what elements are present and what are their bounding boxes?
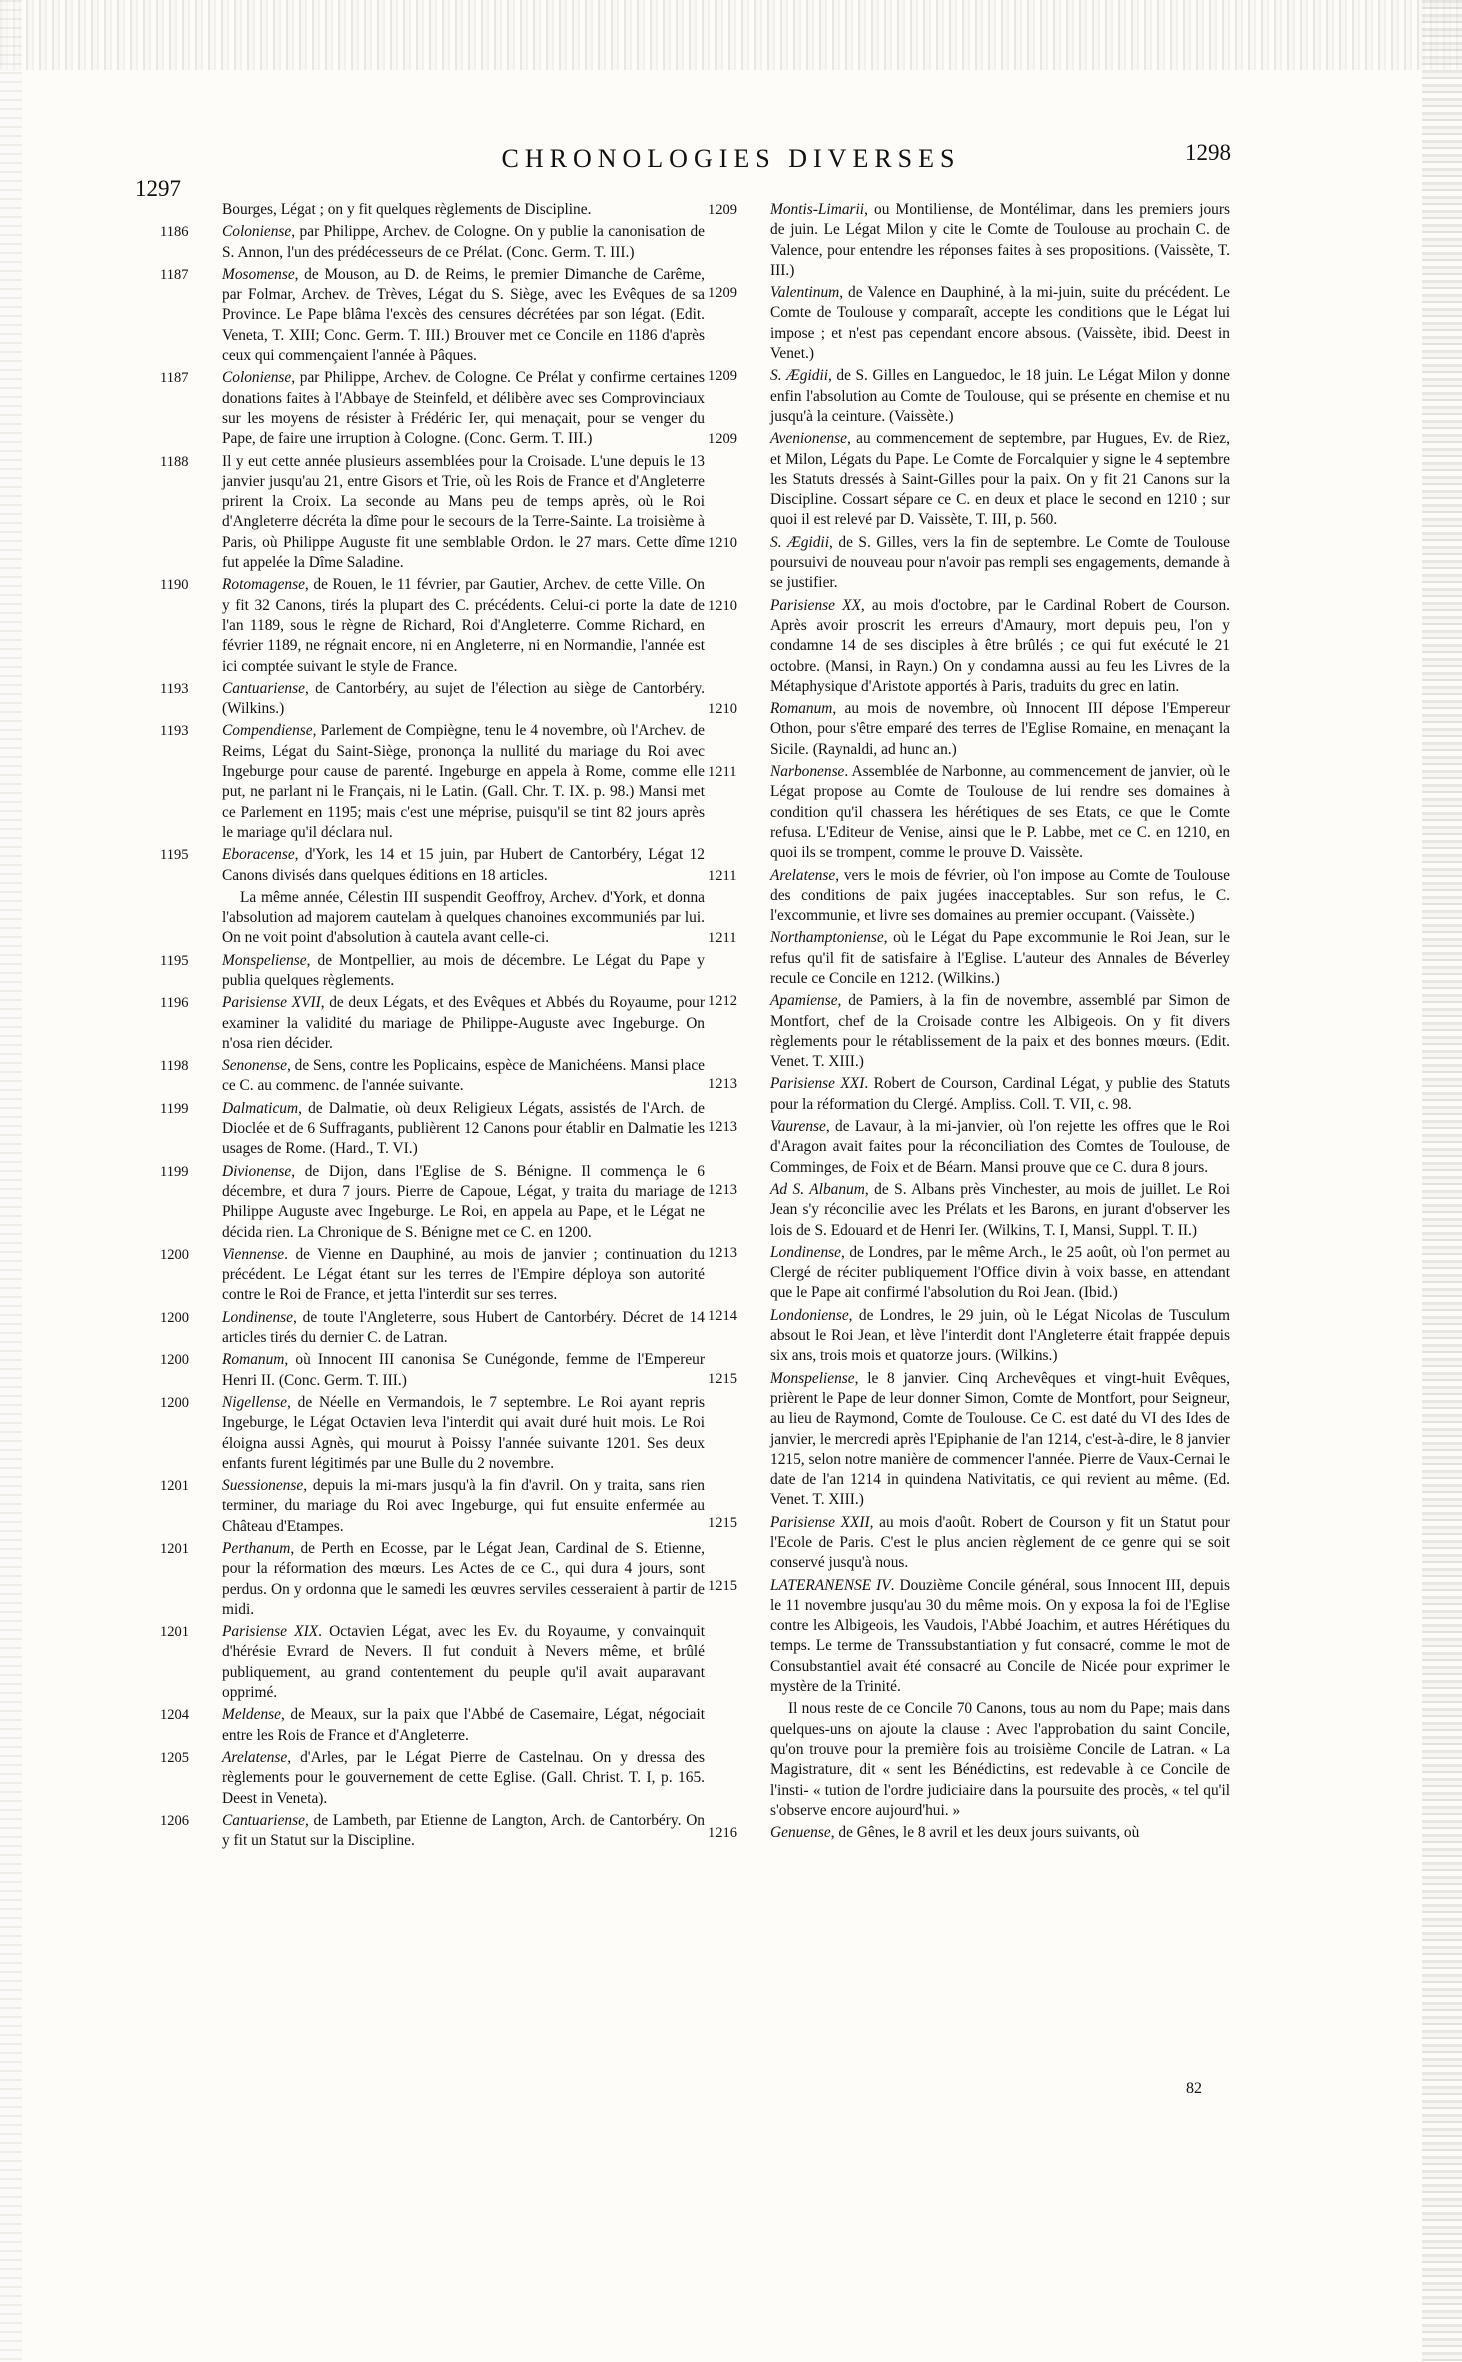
council-entry [160, 845, 705, 886]
entry-text: . Robert de Courson, Cardinal Légat, y publie des Statuts pour la réformation du Clergé. Ampliss. Coll. T. VII, c. 98. [770, 1075, 1230, 1113]
right-column [708, 200, 1230, 1845]
entry-year: 1200 [160, 1246, 189, 1263]
entry-text: . de Vienne en Dauphiné, au mois de janvier ; continuation du précédent. Le Légat étant sur les terres de l'Empire déploya son autorité contre le Roi de France, et jetta l'interdit sur ses terres. [222, 1245, 705, 1304]
entry-council-name: Compendiense [222, 722, 313, 740]
entry-year: 1213 [708, 1076, 737, 1093]
entry-year: 1213 [708, 1244, 737, 1261]
council-entry [708, 366, 1230, 427]
entry-year: 1199 [160, 1100, 189, 1117]
entry-council-name: Londoniense [770, 1306, 849, 1324]
entry-text: , de Sens, contre les Poplicains, espèce de Manichéens. Mansi place ce C. au commenc. de l'année suivante. [222, 1057, 705, 1095]
entry-text: , de Dijon, dans l'Eglise de S. Bénigne. Il commença le 6 décembre, et dura 7 jours. Pierre de Capoue, Légat, y traita du mariage de Philippe Auguste avec Ingeburge. Le Roi, en appela au Pape, et le Légat ne décida rien. La Chronique de S. Bénigne met ce C. en 1200. [222, 1162, 705, 1241]
council-entry [160, 1056, 705, 1097]
entry-year: 1188 [160, 453, 189, 470]
entry-council-name: Rotomagense [222, 576, 305, 594]
entry-text: , de Londres, le 29 juin, où le Légat Nicolas de Tusculum absout le Roi Jean, et lève l'interdit dont l'Angleterre était frappée depuis six ans, trois mois et quatorze jours. (Wilkins.) [770, 1306, 1230, 1365]
scan-noise-top [0, 0, 1462, 70]
entry-council-name: Monspeliense [770, 1369, 855, 1387]
entry-year: 1187 [160, 266, 189, 283]
entry-council-name: Vaurense [770, 1118, 826, 1136]
entry-council-name: Londinense [770, 1243, 841, 1261]
entry-text: Il y eut cette année plusieurs assemblées pour la Croisade. L'une depuis le 13 janvier jusqu'au 21, entre Gisors et Trie, où les Rois de France et d'Angleterre prirent la Croix. La seconde au Mans peu de temps après, où le Roi d'Angleterre décréta la dîme pour le secours de la Terre-Sainte. La troisième à Paris, où Philippe Auguste fit une semblable Ordon. le 27 mars. Cette dîme fut appelée la Dîme Saladine. [222, 452, 705, 572]
entry-council-name: Apamiense [770, 992, 838, 1010]
entry-council-name: Arelatense [770, 866, 836, 884]
entry-council-name: Ad S. Albanum [770, 1180, 865, 1198]
council-entry [160, 452, 705, 574]
right-entries-group [708, 200, 1230, 1697]
entry-council-name: Dalmaticum [222, 1099, 299, 1117]
page-header [0, 140, 1462, 200]
entry-text: , de Valence en Dauphiné, à la mi-juin, suite du précédent. Le Comte de Toulouse y comparaît, accepte les conditions que le Légat lui impose ; et n'est pas cependant encore absous. (Vaissète, ibid. Deest in Venet.) [770, 284, 1230, 363]
council-entry [708, 429, 1230, 530]
entry-year: 1210 [708, 534, 737, 551]
council-entry [160, 993, 705, 1054]
council-entry [708, 1823, 1230, 1843]
entry-text: , de Cantorbéry, au sujet de l'élection au siège de Cantorbéry. (Wilkins.) [222, 679, 705, 718]
entry-text: , depuis la mi-mars jusqu'à la fin d'avril. On y traita, sans rien terminer, du mariage du Roi avec Ingeburge, qui fut ensuite enfermée au Château d'Etampes. [222, 1477, 705, 1535]
entry-text: , de S. Gilles, vers la fin de septembre. Le Comte de Toulouse poursuivi de nouveau pour n'avoir pas rempli ses engagements, demande à se justifier. [770, 533, 1230, 592]
council-entry [160, 265, 705, 366]
entry-year: 1214 [708, 1307, 737, 1324]
entry-council-name: S. Ægidii [770, 367, 829, 385]
entry-text: , par Philippe, Archev. de Cologne. On y publie la canonisation de S. Annon, l'un des prédécesseurs de ce Prélat. (Conc. Germ. T. III.) [222, 223, 705, 261]
entry-year: 1211 [708, 867, 737, 884]
entry-text: , de Lavaur, à la mi-janvier, où l'on rejette les offres que le Roi d'Aragon avait faites pour la réconciliation des Comtes de Toulouse, de Comminges, de Foix et de Béarn. Mansi prouve que ce C. dura 8 jours. [770, 1118, 1230, 1176]
entry-text: , vers le mois de février, où l'on impose au Comte de Toulouse des conditions de paix jugées inacceptables. Sur son refus, le C. l'excommunie, et livre ses domaines au premier occupant. (Vaissète.) [770, 866, 1230, 925]
council-entry [160, 1308, 705, 1349]
entry-council-name: Coloniense [222, 369, 292, 387]
entry-year: 1213 [708, 1181, 737, 1198]
page-number-left: 1297 [135, 176, 181, 201]
entry-year: 1215 [708, 1577, 737, 1594]
entry-council-name: Nigellense [222, 1393, 287, 1411]
entry-year: 1187 [160, 370, 189, 387]
council-entry [160, 1476, 705, 1537]
council-entry [708, 1180, 1230, 1241]
left-entries-group-2 [160, 951, 705, 1852]
entry-text: , de Perth en Ecosse, par le Légat Jean, Cardinal de S. Etienne, pour la réformation des mœurs. Les Actes de ce C., qui dura 4 jours, sont perdus. On y ordonna que le samedi les œuvres serviles cesseraient à partir de midi. [222, 1540, 705, 1618]
council-entry [708, 1074, 1230, 1115]
entry-text: , de Montpellier, au mois de décembre. Le Légat du Pape y publia quelques règlements. [222, 951, 705, 989]
entry-text: , Parlement de Compiègne, tenu le 4 novembre, où l'Archev. de Reims, Légat du Saint-Siège, prononça la nullité du mariage du Roi avec Ingeburge pour cause de parenté. Ingeburge en appela à Rome, comme elle put, ne parlant ni le Français, ni le Latin. (Gall. Chr. T. IX. p. 98.) Mansi met ce Parlement en 1195; mais c'est une méprise, puisqu'il se tint 82 jours après le mariage qu'il déclara nul. [222, 722, 705, 841]
entry-text: , de Lambeth, par Etienne de Langton, Arch. de Cantorbéry. On y fit un Statut sur la Discipline. [222, 1811, 705, 1850]
entry-text: , de Néelle en Vermandois, le 7 septembre. Le Roi ayant repris Ingeburge, le Légat Octavien leva l'interdit qui avait duré huit mois. Le Roi éloigna aussi Agnès, qui mourut à Poissy l'année suivante 1201. Ses deux enfants furent légitimés par une Bulle du 2 novembre. [222, 1393, 705, 1472]
entry-council-name: Coloniense [222, 223, 292, 241]
entry-text: , ou Montiliense, de Montélimar, dans les premiers jours de juin. Le Légat Milon y cite le Comte de Toulouse au prochain C. de Valence, pour entendre les réponses faites à ses propositions. (Vaissète, T. III.) [770, 201, 1230, 279]
page-title: CHRONOLOGIES DIVERSES [501, 144, 961, 173]
entry-year: 1205 [160, 1749, 189, 1766]
council-entry [160, 222, 705, 263]
page-number-right: 1298 [1185, 140, 1231, 165]
left-entries-group-1 [160, 222, 705, 886]
council-entry [708, 762, 1230, 863]
entry-council-name: Romanum [770, 700, 833, 718]
entry-council-name: Divionense [222, 1162, 292, 1180]
entry-year: 1200 [160, 1394, 189, 1411]
paragraph-lateran: Il nous reste de ce Concile 70 Canons, tous au nom du Pape; mais dans quelques-uns on ajoute la clause : Avec l'approbation du saint Concile, qu'on trouve pour la première fois au troisième Concile de Latran. « La Magistrature, dit « sent les Bénédictins, est redevable à ce Concile de l'insti- « tution de l'ordre judiciaire dans la poursuite des procès, « tel qu'il s'observe encore aujourd'hui. » [770, 1700, 1230, 1819]
entry-council-name: Parisiense XXI [770, 1075, 865, 1093]
entry-year: 1215 [708, 1514, 737, 1531]
entry-year: 1190 [160, 577, 189, 594]
entry-year: 1215 [708, 1370, 737, 1387]
council-entry [160, 1162, 705, 1243]
council-entry [708, 1369, 1230, 1511]
entry-council-name: Parisiense XXII [770, 1513, 870, 1531]
entry-text: , au mois de novembre, où Innocent III dépose l'Empereur Othon, pour s'être emparé des terres de l'Eglise Romaine, en menaçant la Sicile. (Raynaldi, ad hunc an.) [770, 700, 1230, 758]
entry-text: . Octavien Légat, avec les Ev. du Royaume, y convainquit d'hérésie Evrard de Nevers. Il fut conduit à Nevers même, et brûlé publiquement, au grand contentement du peuple qu'il avait auparavant opprimé. [222, 1623, 705, 1702]
entry-year: 1200 [160, 1309, 189, 1326]
council-entry [708, 866, 1230, 927]
entry-text: , au mois d'octobre, par le Cardinal Robert de Courson. Après avoir proscrit les erreurs d'Amaury, mort depuis peu, l'on y condamne 14 de ses disciples à être brûlés ; ce qui fut exécuté le 21 octobre. (Mansi, in Rayn.) On y condamna aussi au feu les Livres de la Métaphysique d'Aristote apportés à Paris, traduits du grec en latin. [770, 596, 1230, 695]
entry-year: 1198 [160, 1058, 189, 1075]
right-last-entry [708, 1823, 1230, 1843]
entry-text: , de Gênes, le 8 avril et les deux jours suivants, où [830, 1824, 1140, 1842]
entry-council-name: Cantuariense [222, 679, 305, 697]
entry-year: 1210 [708, 701, 737, 718]
entry-text: , au commencement de septembre, par Hugues, Ev. de Riez, et Milon, Légats du Pape. Le Comte de Forcalquier y signe le 4 septembre les Statuts dressés à Saint-Gilles pour la paix. On y fit 21 Canons sur la Discipline. Cossart sépare ce C. en deux et place le second en 1210 ; sur quoi il est relevé par D. Vaissète, T. III, p. 560. [770, 430, 1230, 529]
council-entry [708, 283, 1230, 364]
signature-mark: 82 [1186, 2080, 1202, 2097]
entry-text: . Assemblée de Narbonne, au commencement de janvier, où le Légat propose au Comte de Toulouse de lui rendre ses domaines à condition qu'il chassera les hérétiques de ses Etats, ce que le Comte refusa. L'Editeur de Venise, ainsi que le P. Labbe, met ce C. en 1210, en quoi ils se trompent, comme le prouve D. Vaissète. [770, 763, 1230, 862]
council-entry [160, 575, 705, 676]
council-entry [160, 679, 705, 720]
entry-year: 1211 [708, 764, 737, 781]
entry-council-name: Londinense [222, 1308, 293, 1326]
scan-noise-right [1422, 0, 1462, 2362]
council-entry [708, 200, 1230, 281]
entry-year: 1206 [160, 1812, 189, 1829]
entry-text: , au mois d'août. Robert de Courson y fit un Statut pour l'Ecole de Paris. C'est le plus ancien règlement de ce genre qui se soit conservé jusqu'à nous. [770, 1513, 1231, 1572]
council-entry [160, 1748, 705, 1809]
entry-text: , où le Légat du Pape excommunie le Roi Jean, sur le refus qu'il fit de satisfaire à l'Eglise. L'auteur des Annales de Béverley recule ce Concile en 1212. (Wilkins.) [770, 929, 1230, 987]
entry-council-name: Romanum [222, 1351, 285, 1369]
entry-year: 1199 [160, 1163, 189, 1180]
council-entry [708, 1576, 1230, 1698]
council-entry [160, 721, 705, 843]
entry-text: , de Meaux, sur la paix que l'Abbé de Casemaire, Légat, négociait entre les Rois de France et d'Angleterre. [222, 1706, 705, 1744]
council-entry [708, 1243, 1230, 1304]
entry-council-name: Valentinum [770, 284, 840, 302]
entry-council-name: S. Ægidii [770, 533, 829, 551]
entry-council-name: Avenionense [770, 430, 847, 448]
entry-year: 1204 [160, 1707, 189, 1724]
entry-year: 1193 [160, 680, 189, 697]
entry-year: 1209 [708, 202, 737, 218]
entry-council-name: Parisiense XIX [222, 1623, 319, 1641]
entry-text: , de toute l'Angleterre, sous Hubert de Cantorbéry. Décret de 14 articles tirés du dernier C. de Latran. [222, 1308, 705, 1347]
entry-council-name: Monspeliense [222, 951, 307, 969]
entry-council-name: Meldense [222, 1706, 281, 1724]
entry-council-name: Mosomense [222, 265, 295, 283]
entry-council-name: Senonense [222, 1057, 287, 1075]
council-entry [708, 596, 1230, 697]
entry-year: 1193 [160, 723, 189, 740]
entry-council-name: Viennense [222, 1245, 285, 1263]
council-entry [160, 1350, 705, 1391]
council-entry [160, 1245, 705, 1306]
council-entry [160, 1622, 705, 1703]
council-entry [708, 1513, 1230, 1574]
entry-council-name: Narbonense [770, 763, 845, 781]
council-entry [160, 1811, 705, 1852]
entry-year: 1209 [708, 285, 737, 302]
entry-text: , de Rouen, le 11 février, par Gautier, Archev. de cette Ville. On y fit 32 Canons, tirés la plupart des C. précédents. Celui-ci porte la date de l'an 1189, sous le règne de Richard, Roi d'Angleterre. Comme Richard, en février 1189, ne régnait encore, ni en Angleterre, ni en Normandie, l'année est ici comptée suivant le style de France. [222, 576, 705, 675]
entry-year: 1201 [160, 1624, 189, 1641]
entry-council-name: Parisiense XX [770, 596, 861, 614]
council-entry [160, 1099, 705, 1160]
entry-council-name: Arelatense [222, 1748, 288, 1766]
council-entry [708, 991, 1230, 1072]
council-entry [160, 1539, 705, 1620]
entry-text: , d'York, les 14 et 15 juin, par Hubert de Cantorbéry, Légat 12 Canons divisés dans quelques éditions en 18 articles. [222, 846, 705, 884]
entry-year: 1200 [160, 1352, 189, 1369]
entry-year: 1212 [708, 993, 737, 1010]
entry-council-name: LATERANENSE IV [770, 1576, 891, 1594]
council-entry [160, 1705, 705, 1746]
entry-text: , d'Arles, par le Légat Pierre de Castelnau. On y dressa des règlements pour le gouvernement de cette Eglise. (Gall. Christ. T. I, p. 165. Deest in Veneta). [222, 1748, 705, 1807]
entry-text: , de S. Albans près Vinchester, au mois de juillet. Le Roi Jean s'y réconcilie avec les Prélats et les Barons, en jurant d'observer les lois de S. Edouard et de Henri Ier. (Wilkins, T. I, Mansi, Suppl. T. II.) [770, 1180, 1230, 1239]
entry-text: , de Londres, par le même Arch., le 25 août, où l'on permet au Clergé de réciter publiquement l'Office divin à voix basse, en attendant que le Pape ait confirmé l'absolution du Roi Jean. (Ibid.) [770, 1243, 1230, 1302]
entry-text: , le 8 janvier. Cinq Archevêques et vingt-huit Evêques, prièrent le Pape de leur donner Simon, Comte de Montfort, pour Seigneur, au lieu de Raymond, Comte de Toulouse. Ce C. est daté du VI des Ides de janvier, le mercredi après l'Epiphanie de l'an 1214, c'est-à-dire, le 8 janvier 1215, selon notre manière de commencer l'année. Pierre de Vaux-Cernai le date de l'an 1214 in quindena Nativitatis, ce qui revient au même. (Ed. Venet. T. XIII.) [770, 1369, 1230, 1509]
entry-text: , de deux Légats, et des Evêques et Abbés du Royaume, pour examiner la validité du mariage de Philippe-Auguste avec Ingeburge. On n'osa rien décider. [222, 994, 705, 1052]
scan-noise-left [0, 0, 22, 2362]
entry-year: 1213 [708, 1119, 737, 1136]
entry-year: 1211 [708, 930, 737, 947]
entry-council-name: Northamptoniense [770, 929, 884, 947]
council-entry [708, 533, 1230, 594]
entry-year: 1201 [160, 1541, 189, 1557]
council-entry [708, 1117, 1230, 1178]
entry-text: , de S. Gilles en Languedoc, le 18 juin. Le Légat Milon y donne enfin l'absolution au Comte de Toulouse, qui se présente en chemise et nu jusqu'à la ceinture. (Vaissète.) [770, 367, 1230, 425]
council-entry [708, 928, 1230, 989]
entry-council-name: Suessionense [222, 1477, 304, 1495]
entry-year: 1209 [708, 431, 737, 448]
entry-council-name: Parisiense XVII [222, 994, 321, 1012]
entry-council-name: Cantuariense [222, 1811, 305, 1829]
entry-year: 1210 [708, 597, 737, 614]
council-entry [160, 951, 705, 992]
entry-year: 1195 [160, 952, 189, 969]
entry-year: 1201 [160, 1478, 189, 1495]
entry-council-name: Eboracense [222, 846, 295, 864]
entry-text: . Douzième Concile général, sous Innocent III, depuis le 11 novembre jusqu'au 30 du même mois. On y exposa la foi de l'Eglise contre les Albigeois, les Vaudois, l'Abbé Joachim, et autres Hérétiques du temps. Le terme de Transsubstantiation y fut consacré, comme le mot de Consubstantiel avait été consacré au Concile de Nicée pour exprimer le mystère de la Trinité. [770, 1576, 1230, 1696]
entry-council-name: Perthanum [222, 1540, 291, 1557]
lead-text: Bourges, Légat ; on y fit quelques règlements de Discipline. [222, 201, 592, 218]
left-column [160, 200, 705, 1853]
paragraph-1195: La même année, Célestin III suspendit Geoffroy, Archev. d'York, et donna l'absolution ad majorem cautelam à quelques chanoines excommuniés par lui. On ne voit point d'absolution à cautela avant celle-ci. [222, 888, 705, 947]
council-entry [160, 368, 705, 449]
entry-year: 1186 [160, 224, 189, 241]
entry-year: 1209 [708, 368, 737, 385]
entry-year: 1196 [160, 995, 189, 1012]
entry-text: , de Mouson, au D. de Reims, le premier Dimanche de Carême, par Folmar, Archev. de Trèves, Légat du S. Siège, avec les Evêques de sa Province. Le Pape blâma l'excès des censures décrétées par son légat. (Edit. Veneta, T. XIII; Conc. Germ. T. III.) Brouver met ce Concile en 1186 d'après ceux qui commençaient l'année à Pâques. [222, 265, 705, 365]
entry-year: 1216 [708, 1825, 737, 1842]
entry-text: , de Pamiers, à la fin de novembre, assemblé par Simon de Montfort, chef de la Croisade contre les Albigeois. On y fit divers règlements pour le rétablissement de la paix et des bonnes mœurs. (Edit. Venet. T. XIII.) [770, 992, 1230, 1071]
entry-council-name: Genuense [770, 1824, 831, 1842]
council-entry [708, 1306, 1230, 1367]
entry-council-name: Montis-Limarii [770, 201, 865, 218]
entry-text: , de Dalmatie, où deux Religieux Légats, assistés de l'Arch. de Dioclée et de 6 Suffragants, publièrent 12 Canons pour établir en Dalmatie les usages de Rome. (Hard., T. VI.) [222, 1099, 705, 1158]
entry-text: , où Innocent III canonisa Se Cunégonde, femme de l'Empereur Henri II. (Conc. Germ. T. III.) [222, 1351, 705, 1389]
entry-year: 1195 [160, 847, 189, 864]
council-entry [708, 699, 1230, 760]
council-entry [160, 1393, 705, 1474]
entry-text: , par Philippe, Archev. de Cologne. Ce Prélat y confirme certaines donations faites à l'Abbaye de Steinfeld, et délibère avec ses Comprovinciaux sur les moyens de résister à Frédéric Ier, qui menaçait, pour se venger du Pape, de faire une irruption à Cologne. (Conc. Germ. T. III.) [222, 369, 705, 448]
